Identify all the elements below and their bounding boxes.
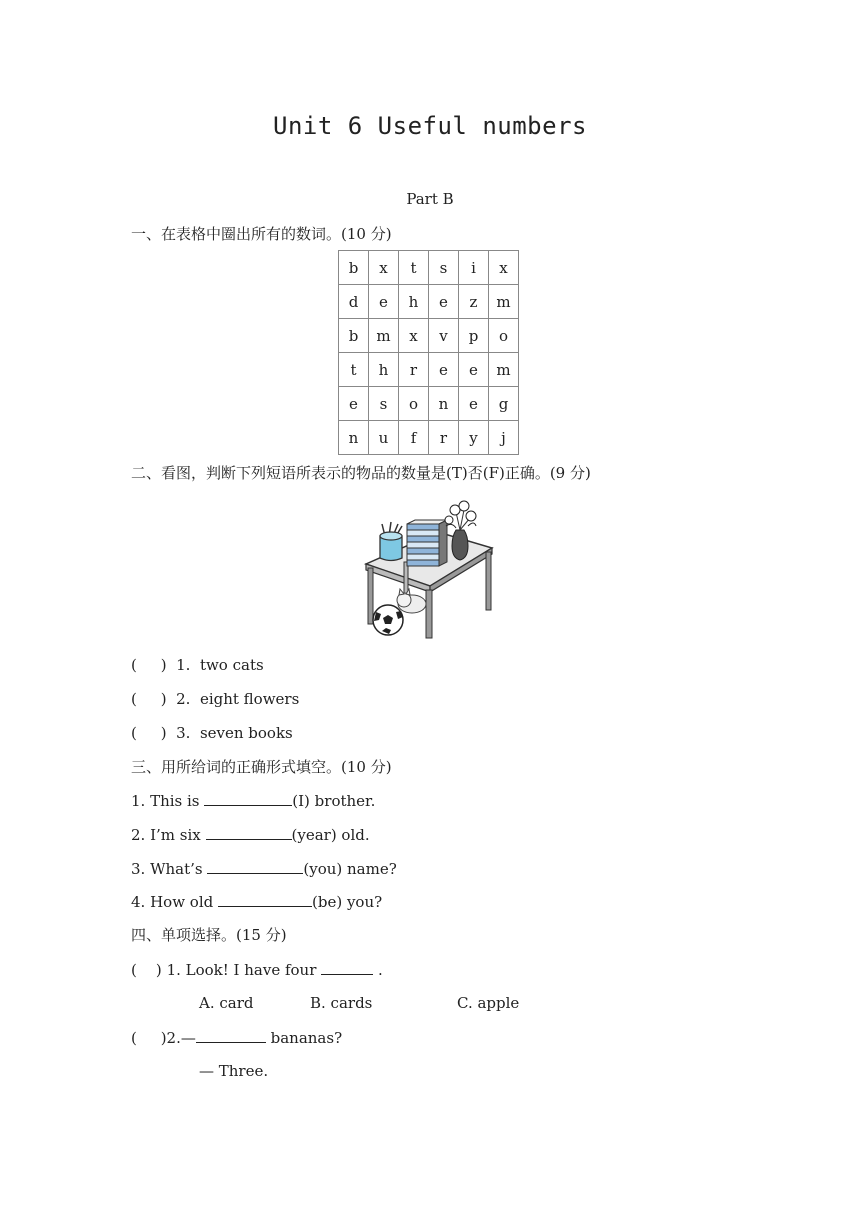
grid-cell[interactable]: e [339,387,369,421]
fill-blank-4[interactable] [218,891,312,907]
fill-item-1: 1. This is (I) brother. [131,792,376,810]
answer-paren[interactable]: ( ) [131,724,167,742]
grid-row [339,319,519,353]
grid-cell[interactable]: z [459,285,489,319]
grid-row [339,421,519,455]
books-icon [407,520,447,566]
grid-cell[interactable]: j [489,421,519,455]
grid-cell[interactable]: h [399,285,429,319]
grid-cell[interactable]: b [339,319,369,353]
choice-blank-1[interactable] [321,959,373,975]
grid-cell[interactable]: t [399,251,429,285]
grid-row [339,387,519,421]
choice-blank-2[interactable] [196,1027,266,1043]
option-c[interactable]: C. apple [457,994,520,1012]
table-picture [360,496,500,644]
grid-cell[interactable]: e [459,353,489,387]
answer-paren[interactable]: ( ) [131,961,162,979]
fill-item-4: 4. How old (be) you? [131,893,383,911]
grid-cell[interactable]: e [369,285,399,319]
judge-item-3 [131,723,293,743]
judge-text-1: 1. two cats [176,656,264,674]
grid-row [339,353,519,387]
fill-item-3: 3. What’s (you) name? [131,860,397,878]
fill-blank-3[interactable] [207,858,303,874]
section4-heading: 四、单项选择。(15 分) [131,926,287,944]
fill-blank-1[interactable] [204,790,292,806]
grid-cell[interactable]: p [459,319,489,353]
grid-cell[interactable]: n [339,421,369,455]
grid-cell[interactable]: f [399,421,429,455]
grid-cell[interactable]: b [339,251,369,285]
grid-cell[interactable]: e [459,387,489,421]
grid-cell[interactable]: o [399,387,429,421]
fill-item-2: 2. I’m six (year) old. [131,826,370,844]
part-label: Part B [406,190,454,208]
section2-heading: 二、看图，判断下列短语所表示的物品的数量是(T)否(F)正确。(9 分) [131,464,591,482]
choice-question-1: ( ) 1. Look! I have four . [131,961,383,979]
grid-cell[interactable]: x [489,251,519,285]
judge-item-2 [131,689,299,709]
grid-cell[interactable]: y [459,421,489,455]
answer-paren[interactable]: ( ) [131,656,167,674]
cat-icon [397,589,426,613]
grid-cell[interactable]: r [429,421,459,455]
choice-question-2: ( )2.— bananas? [131,1029,343,1047]
judge-text-2: 2. eight flowers [176,690,300,708]
grid-cell[interactable]: g [489,387,519,421]
grid-cell[interactable]: v [429,319,459,353]
grid-cell[interactable]: x [399,319,429,353]
fill-blank-2[interactable] [206,824,292,840]
option-a[interactable]: A. card [199,994,254,1012]
pencil-cup-icon [380,522,402,561]
grid-row [339,285,519,319]
grid-cell[interactable]: n [429,387,459,421]
judge-item-1 [131,655,264,675]
grid-cell[interactable]: m [369,319,399,353]
grid-cell[interactable]: d [339,285,369,319]
section1-heading: 一、在表格中圈出所有的数词。(10 分) [131,225,392,243]
football-icon [373,605,403,635]
grid-cell[interactable]: o [489,319,519,353]
grid-cell[interactable]: x [369,251,399,285]
grid-cell[interactable]: i [459,251,489,285]
page-title: Unit 6 Useful numbers [273,112,587,140]
answer-paren[interactable]: ( ) [131,690,167,708]
grid-cell[interactable]: s [429,251,459,285]
grid-cell[interactable]: s [369,387,399,421]
grid-cell[interactable]: m [489,353,519,387]
grid-row [339,251,519,285]
letter-grid [338,250,519,455]
grid-cell[interactable]: e [429,285,459,319]
grid-cell[interactable]: r [399,353,429,387]
grid-cell[interactable]: m [489,285,519,319]
judge-text-3: 3. seven books [176,724,293,742]
grid-cell[interactable]: t [339,353,369,387]
grid-cell[interactable]: e [429,353,459,387]
option-b[interactable]: B. cards [310,994,373,1012]
section3-heading: 三、用所给词的正确形式填空。(10 分) [131,758,392,776]
choice-answer-2: — Three. [199,1062,269,1080]
grid-cell[interactable]: h [369,353,399,387]
grid-cell[interactable]: u [369,421,399,455]
answer-paren[interactable]: ( ) [131,1029,167,1047]
